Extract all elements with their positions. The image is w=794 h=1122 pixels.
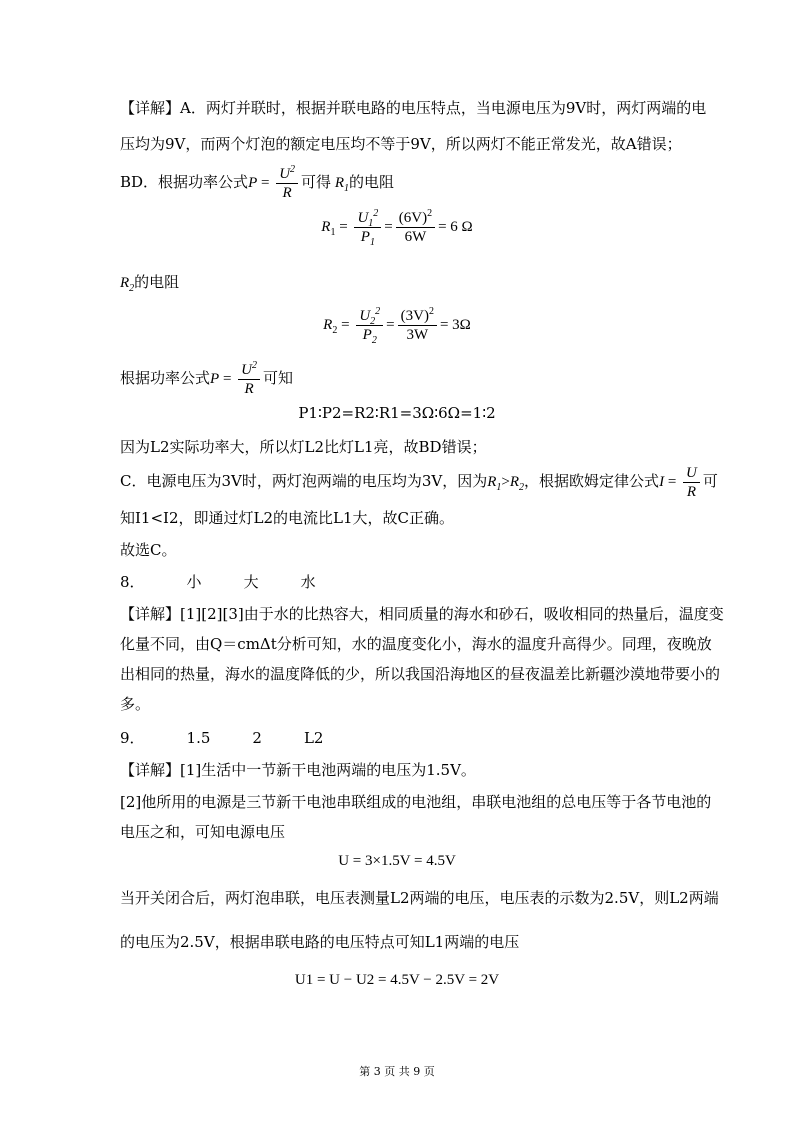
text: 可得 [301, 173, 332, 191]
text: BD．根据功率公式 [120, 173, 249, 191]
text-line: [2]他所用的电源是三节新干电池串联组成的电池组，串联电池组的总电压等于各节电池的 [120, 793, 712, 811]
text-line: 的电压为2.5V，根据串联电路的电压特点可知L1两端的电压 [120, 933, 520, 951]
equation-battery-voltage: U = 3×1.5V = 4.5V [338, 853, 456, 869]
r2-label: $R_2$的电阻 [120, 273, 180, 294]
power-formula-line: 根据功率公式P = $\frac{U^2}{R}$ 可知 [120, 359, 294, 397]
r2-equation: $R_2$ = $\frac{U_2^2}{P_2}$ = $\frac{(3V)^2}{3W}$ = 3Ω [323, 305, 471, 346]
bd-line: BD．根据功率公式P = $\frac{U^2}{R}$ 可得 $R_1$的电阻 [120, 163, 394, 201]
power-ratio: P1∶P2=R2∶R1=3Ω∶6Ω=1∶2 [298, 404, 496, 422]
page-footer: 第 3 页 共 9 页 [359, 1065, 435, 1078]
text-line: 知I1<I2，即通过灯L2的电流比L1大，故C正确。 [120, 509, 454, 527]
text: 的电阻 [348, 173, 394, 191]
text-line: 出相同的热量，海水的温度降低的少，所以我国沿海地区的昼夜温差比新疆沙漠地带要小的 [120, 665, 721, 683]
text-line: 多。 [120, 695, 151, 713]
r1-equation: $R_1$ = $\frac{U_1^2}{P_1}$ = $\frac{(6V)^2}{6W}$ = 6 Ω [321, 207, 473, 248]
text-line: 【详解】[1][2][3]由于水的比热容大，相同质量的海水和砂石，吸收相同的热量后，温度变 [120, 605, 724, 623]
equation-l1-voltage: U1 = U − U2 = 4.5V − 2.5V = 2V [294, 972, 500, 988]
text-line: 故选C。 [120, 541, 177, 559]
c-line: C．电源电压为3V时，两灯泡两端的电压均为3V，因为$R_1>R_2$，根据欧姆定律公式I = $\frac{U}{R}$ 可 [120, 464, 718, 500]
text-line: 因为L2实际功率大，所以灯L2比灯L1亮，故BD错误； [120, 438, 487, 456]
text-line: 【详解】A．两灯并联时，根据并联电路的电压特点，当电源电压为9V时，两灯两端的电 [120, 99, 707, 117]
q9-answer-line: 9． 1.5 2 L2 [120, 729, 324, 747]
q8-answer-line: 8． 小 大 水 [120, 573, 316, 591]
text-line: 【详解】[1]生活中一节新干电池两端的电压为1.5V。 [120, 761, 476, 779]
text-line: 化量不同，由Q＝cmΔt分析可知，水的温度变化小，海水的温度升高得少。同理，夜晚放 [120, 635, 712, 653]
text-line: 压均为9V，而两个灯泡的额定电压均不等于9V，所以两灯不能正常发光，故A错误； [120, 135, 682, 153]
power-formula-fraction: $\frac{U^2}{R}$ [276, 165, 298, 202]
text-line: 当开关闭合后，两灯泡串联，电压表测量L2两端的电压，电压表的示数为2.5V，则L2两端 [120, 889, 719, 907]
text-line: 电压之和，可知电源电压 [120, 823, 286, 841]
